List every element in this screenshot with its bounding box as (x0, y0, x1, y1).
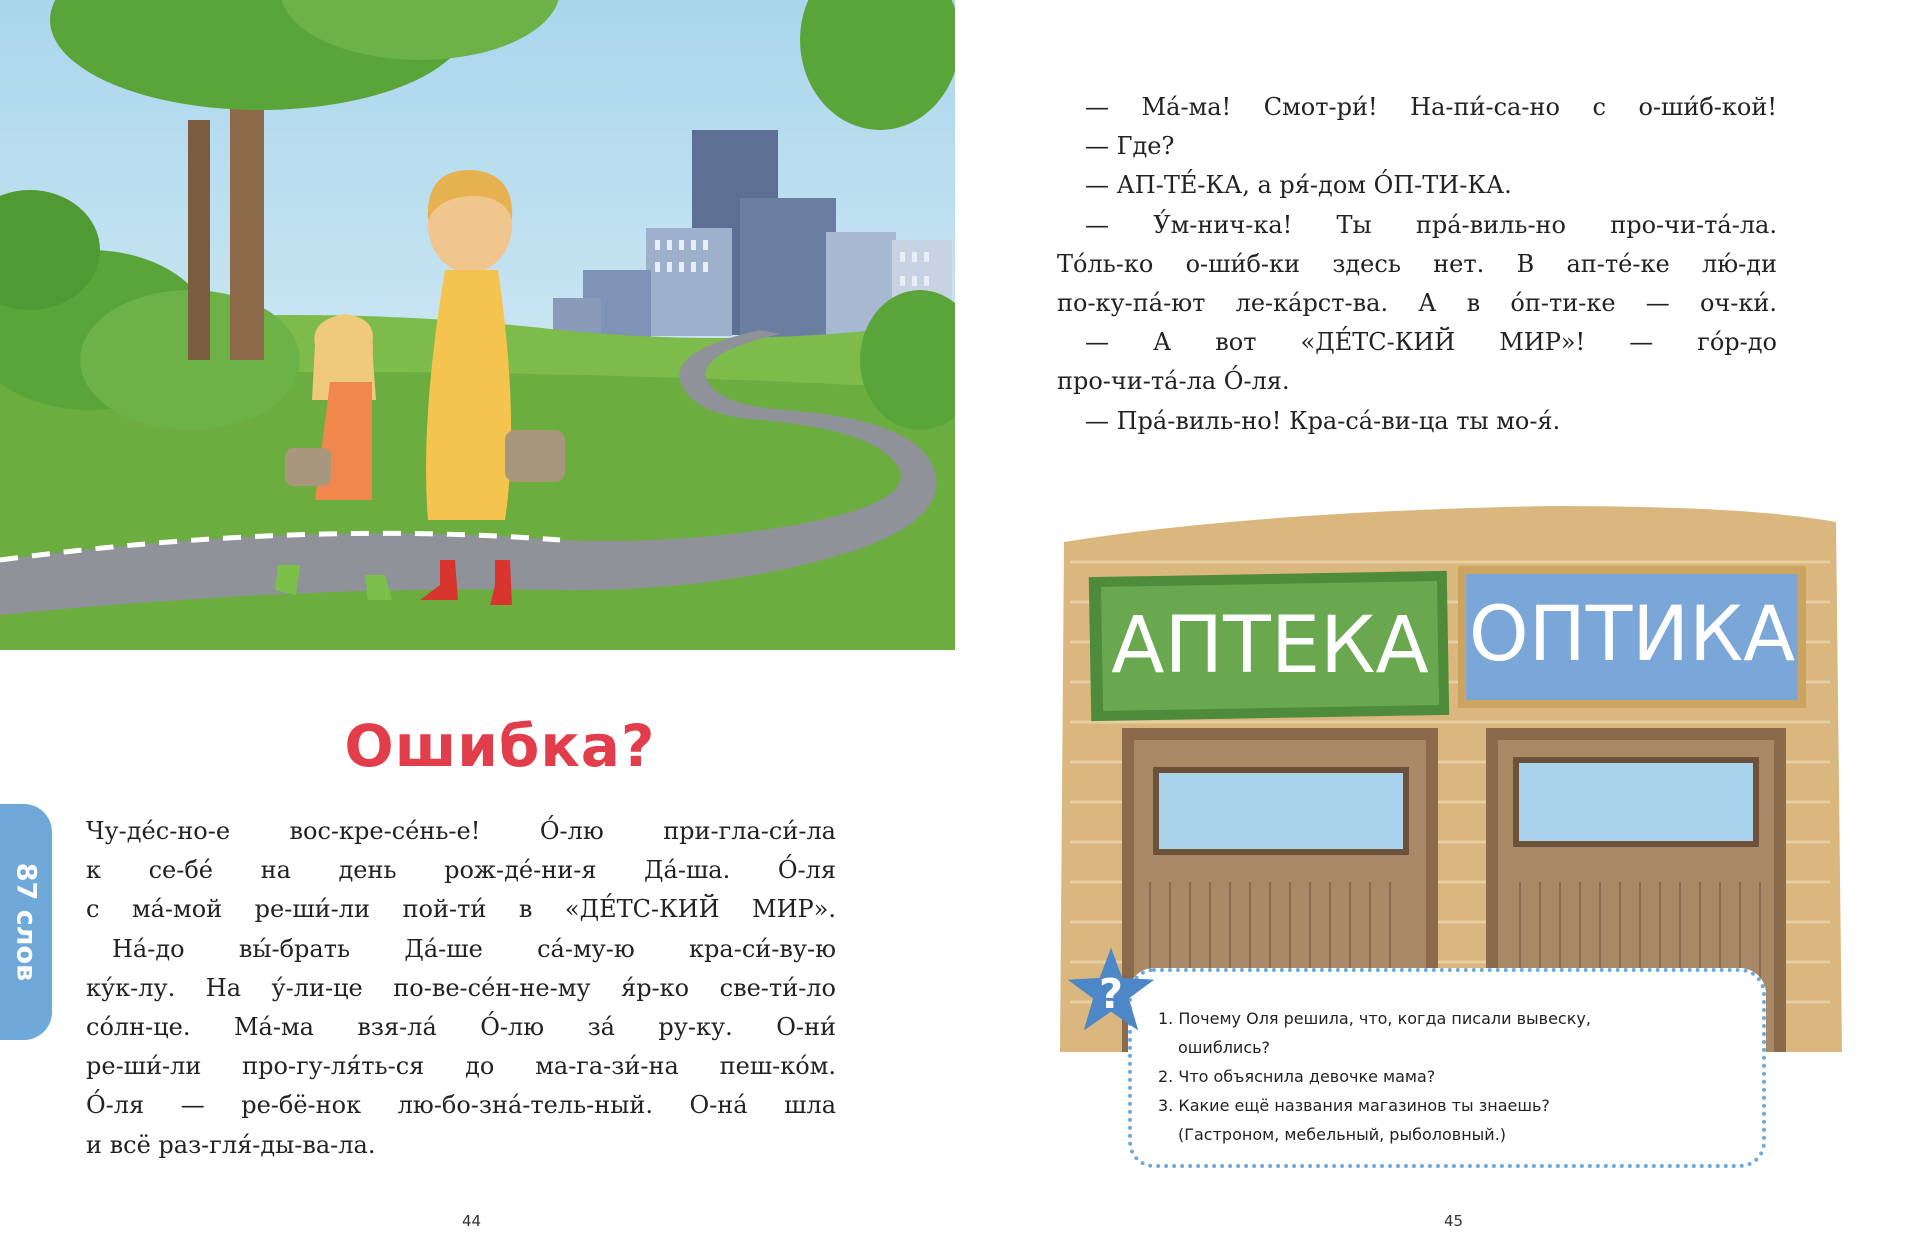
optics-sign-text: ОПТИКА (1468, 589, 1796, 678)
story-line: к се-бе́ на день рож-де́-ни-я Да́-ша. О́-ля (86, 856, 836, 885)
page-number-right: 45 (1444, 1212, 1464, 1230)
story-line: и всё раз-гля́-ды-ва-ла. (86, 1130, 376, 1159)
story-title: Ошибка? (344, 712, 656, 780)
dialogue-line: То́ль-ко о-ши́б-ки здесь нет. В ап-те́-ке лю́-ди (1057, 249, 1777, 278)
question-mark-text: ? (1099, 969, 1123, 1018)
question-star-icon (1064, 944, 1158, 1038)
story-line: На́-до вы́-брать Да́-ше са́-му-ю кра-си́-ву-ю (112, 934, 836, 963)
page-number-left: 44 (462, 1212, 482, 1230)
story-line: с ма́-мой ре-ши́-ли пой-ти́ в «ДЕ́ТС-КИЙ МИР». (86, 895, 836, 924)
dialogue-line: по-ку-па́-ют ле-ка́рст-ва. А в о́п-ти-ке — оч-ки́. (1057, 289, 1777, 318)
question-item: 1. Почему Оля решила, что, когда писали вывеску, (1158, 1009, 1591, 1028)
question-item: 3. Какие ещё названия магазинов ты знаешь? (1158, 1096, 1550, 1115)
story-text (86, 812, 836, 1165)
dialogue-line: — Где? (1085, 132, 1175, 161)
story-line: ку́к-лу. На у́-ли-це по-ве-се́н-не-му я́р-ко све-ти́-ло (86, 973, 836, 1002)
park-illustration (0, 0, 955, 650)
story-line: Чу-де́с-но-е вос-кре-се́нь-е! О́-лю при-гла-си́-ла (86, 817, 836, 845)
story-line: со́лн-це. Ма́-ма взя-ла́ О́-лю за́ ру-ку. О-ни́ (86, 1013, 836, 1042)
questions-box (1128, 968, 1766, 1168)
left-page (0, 0, 952, 1244)
dialogue-line: — Пра́-виль-но! Кра-са́-ви-ца ты мо-я́. (1085, 406, 1561, 435)
word-count-label: 87 слов (10, 862, 42, 982)
story-line: О́-ля — ре-бё-нок лю-бо-зна́-тель-ный. О-на́ шла (86, 1091, 836, 1120)
question-item: 2. Что объяснила девочке мама? (1158, 1067, 1436, 1086)
story-line: ре-ши́-ли про-гу-ля́ть-ся до ма-га-зи́-на пеш-ко́м. (86, 1052, 836, 1081)
dialogue-line: — А вот «ДЕ́ТС-КИЙ МИР»! — го́р-до (1085, 328, 1777, 357)
dialogue-line: — Ма́-ма! Смот-ри́! На-пи́-са-но с о-ши́б-кой! (1085, 93, 1777, 121)
pharmacy-sign-text: АПТЕКА (1111, 601, 1429, 691)
question-item: ошиблись? (1178, 1038, 1271, 1057)
question-item: (Гастроном, мебельный, рыболовный.) (1178, 1125, 1507, 1144)
park-illustration-svg (0, 0, 955, 650)
dialogue-line: про-чи-та́-ла О́-ля. (1057, 367, 1290, 396)
word-count-tab (0, 804, 52, 1040)
dialogue-text (1057, 88, 1777, 441)
dialogue-line: — АП-ТЕ́-КА, а ря́-дом О́П-ТИ-КА. (1085, 171, 1512, 200)
dialogue-line: — У́м-нич-ка! Ты пра́-виль-но про-чи-та́-ла. (1085, 210, 1777, 239)
